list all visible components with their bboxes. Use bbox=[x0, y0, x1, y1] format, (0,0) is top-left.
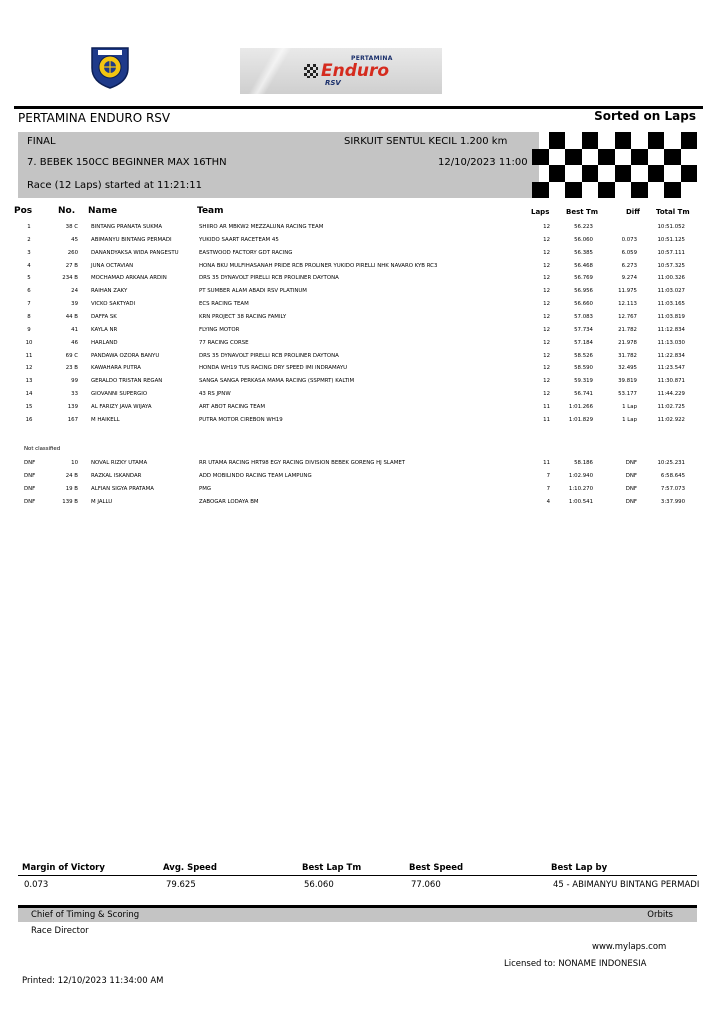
cell-laps: 11 bbox=[543, 460, 550, 466]
cell-total: 10:51.125 bbox=[657, 236, 685, 243]
cell-laps: 12 bbox=[543, 391, 550, 398]
checker-square bbox=[681, 165, 698, 182]
cell-total: 11:03.165 bbox=[657, 301, 685, 308]
cell-pos: DNF bbox=[24, 460, 36, 466]
cell-best: 58.590 bbox=[574, 365, 593, 372]
cell-name: AL FARIZY JAVA WIJAYA bbox=[91, 403, 152, 410]
cell-name: DAFFA SK bbox=[91, 313, 117, 320]
col-total: Total Tm bbox=[656, 208, 690, 216]
cell-team: ZABOGAR LODAYA BM bbox=[199, 498, 259, 505]
cell-diff: 9.274 bbox=[621, 275, 637, 282]
race-director-label: Race Director bbox=[31, 926, 89, 936]
best-lap-by-label: Best Lap by bbox=[551, 863, 608, 873]
cell-team: KRN PROJECT 38 RACING FAMILY bbox=[199, 313, 287, 320]
cell-diff: 32.495 bbox=[618, 365, 637, 372]
cell-total: 11:13.030 bbox=[657, 339, 685, 346]
cell-team: PT SUMBER ALAM ABADI RSV PLATINUM bbox=[199, 288, 307, 295]
cell-best: 56.660 bbox=[574, 301, 593, 308]
cell-pos: 6 bbox=[27, 288, 31, 295]
dnf-row bbox=[0, 471, 724, 482]
orbits-label: Orbits bbox=[647, 910, 673, 920]
cell-name: M HAIKELL bbox=[91, 416, 120, 423]
cell-no: 45 bbox=[71, 236, 78, 243]
class-name: 7. BEBEK 150CC BEGINNER MAX 16THN bbox=[27, 157, 227, 168]
race-info: Race (12 Laps) started at 11:21:11 bbox=[27, 180, 202, 191]
cell-no: 23 B bbox=[65, 365, 78, 372]
cell-diff: 53.177 bbox=[618, 391, 637, 398]
cell-no: 167 bbox=[67, 416, 78, 423]
cell-name: M JALLU bbox=[91, 498, 113, 505]
cell-best: 59.319 bbox=[574, 378, 593, 385]
cell-pos: 8 bbox=[27, 313, 31, 320]
best-speed-value: 77.060 bbox=[411, 880, 441, 890]
cell-name: BINTANG PRANATA SUKMA bbox=[91, 224, 163, 230]
cell-diff: 6.273 bbox=[621, 262, 637, 269]
result-row bbox=[0, 235, 724, 246]
cell-pos: 4 bbox=[27, 262, 31, 269]
checker-square bbox=[648, 165, 665, 182]
cell-team: HONDA WH19 TUS RACING DRY SPEED IMI INDRAMAYU bbox=[199, 365, 348, 372]
cell-best: 56.385 bbox=[574, 249, 593, 256]
cell-team: SHIIRO AR MBKW2 MEZZALUNA RACING TEAM bbox=[199, 224, 324, 230]
best-lap-by-value: 45 - ABIMANYU BINTANG PERMADI bbox=[553, 880, 700, 890]
cell-pos: DNF bbox=[24, 485, 36, 492]
cell-laps: 4 bbox=[546, 498, 550, 505]
checkered-flag-icon bbox=[304, 64, 318, 78]
cell-name: GIOVANNI SUPERGIO bbox=[91, 391, 148, 398]
cell-laps: 12 bbox=[543, 262, 550, 269]
imi-jakarta-shield-icon bbox=[88, 42, 132, 90]
cell-best: 57.083 bbox=[574, 313, 593, 320]
cell-best: 56.769 bbox=[574, 275, 593, 282]
result-row bbox=[0, 325, 724, 336]
cell-diff: 31.782 bbox=[618, 352, 637, 359]
cell-best: 57.184 bbox=[574, 339, 593, 346]
cell-laps: 12 bbox=[543, 301, 550, 308]
cell-laps: 12 bbox=[543, 236, 550, 243]
result-row bbox=[0, 415, 724, 426]
result-row bbox=[0, 273, 724, 284]
cell-pos: 2 bbox=[27, 236, 31, 243]
cell-total: 3:37.990 bbox=[660, 498, 685, 505]
cell-no: 234 B bbox=[62, 275, 78, 282]
cell-total: 11:03.819 bbox=[657, 313, 685, 320]
checker-square bbox=[631, 149, 648, 166]
cell-name: RAZKAL ISKANDAR bbox=[91, 472, 142, 479]
cell-pos: 7 bbox=[27, 301, 31, 308]
margin-value: 0.073 bbox=[24, 880, 49, 890]
cell-no: 19 B bbox=[65, 485, 78, 492]
checker-square bbox=[664, 182, 681, 199]
cell-team: HONA BKU MULFIHASANAH PRIDE RCB PROLINER YUKIDO PIRELLI NHK NAVARO KYB RC3 bbox=[199, 262, 438, 269]
col-name: Name bbox=[88, 206, 118, 216]
checker-square bbox=[664, 149, 681, 166]
cell-diff: 21.782 bbox=[618, 326, 637, 333]
license-text: Licensed to: NONAME INDONESIA bbox=[504, 959, 647, 969]
cell-total: 11:02.725 bbox=[657, 403, 685, 410]
cell-total: 11:30.871 bbox=[657, 378, 685, 385]
cell-pos: 3 bbox=[27, 249, 31, 256]
col-pos: Pos bbox=[14, 206, 33, 216]
cell-no: 99 bbox=[71, 378, 78, 385]
website-link[interactable]: www.mylaps.com bbox=[592, 942, 667, 952]
checker-square bbox=[549, 132, 566, 149]
cell-total: 10:57.325 bbox=[657, 262, 685, 269]
cell-laps: 7 bbox=[546, 472, 550, 479]
cell-pos: 5 bbox=[27, 275, 31, 282]
chief-timing-label: Chief of Timing & Scoring bbox=[31, 910, 140, 920]
cell-pos: 9 bbox=[27, 326, 31, 333]
cell-pos: 15 bbox=[25, 403, 33, 410]
cell-team: FLYING MOTOR bbox=[199, 326, 240, 333]
race-date: 12/10/2023 11:00 bbox=[438, 157, 528, 168]
cell-no: 41 bbox=[71, 326, 78, 333]
best-lap-value: 56.060 bbox=[304, 880, 334, 890]
cell-name: KAYLA NR bbox=[91, 326, 118, 333]
cell-best: 1:10.270 bbox=[568, 485, 593, 492]
checker-square bbox=[681, 132, 698, 149]
cell-best: 58.186 bbox=[574, 460, 593, 466]
cell-no: 139 bbox=[67, 403, 78, 410]
checker-square bbox=[598, 149, 615, 166]
cell-team: SANGA SANGA PERKASA MAMA RACING (SSPMRT) KALTIM bbox=[199, 378, 355, 385]
cell-no: 46 bbox=[71, 339, 78, 346]
checker-square bbox=[582, 132, 599, 149]
cell-pos: 14 bbox=[25, 391, 33, 398]
checker-square bbox=[532, 182, 549, 199]
dnf-row bbox=[0, 458, 724, 469]
cell-no: 24 bbox=[71, 288, 78, 295]
not-classified-label: Not classified bbox=[24, 446, 61, 452]
result-row bbox=[0, 261, 724, 272]
cell-total: 10:25.231 bbox=[657, 460, 685, 466]
cell-diff: 12.767 bbox=[618, 313, 637, 320]
logo-enduro-text: Enduro bbox=[321, 61, 390, 81]
cell-laps: 11 bbox=[543, 403, 550, 410]
cell-pos: 10 bbox=[25, 339, 33, 346]
result-row bbox=[0, 222, 724, 233]
checker-square bbox=[582, 165, 599, 182]
cell-best: 1:01.829 bbox=[568, 416, 593, 423]
result-row bbox=[0, 389, 724, 400]
cell-diff: DNF bbox=[625, 472, 637, 479]
checker-square bbox=[615, 132, 632, 149]
cell-total: 6:58.645 bbox=[660, 472, 685, 479]
cell-best: 56.223 bbox=[574, 224, 593, 230]
col-best: Best Tm bbox=[566, 208, 599, 216]
checker-square bbox=[565, 182, 582, 199]
logo-pertamina-text: PERTAMINA bbox=[351, 55, 393, 62]
col-team: Team bbox=[197, 206, 224, 216]
cell-no: 39 bbox=[71, 301, 78, 308]
cell-no: 260 bbox=[67, 249, 78, 256]
cell-no: 33 bbox=[71, 391, 78, 398]
cell-total: 11:03.027 bbox=[657, 288, 685, 295]
checker-square bbox=[549, 165, 566, 182]
cell-best: 56.060 bbox=[574, 236, 593, 243]
result-row bbox=[0, 351, 724, 362]
cell-team: EASTWOOD FACTORY GDT RACING bbox=[199, 249, 293, 256]
cell-team: ART ABOT RACING TEAM bbox=[199, 403, 266, 410]
cell-pos: 1 bbox=[27, 224, 31, 230]
cell-team: PMG bbox=[199, 485, 212, 492]
cell-diff: 1 Lap bbox=[622, 403, 637, 410]
cell-name: MOCHAMAD ARKANA ARDIN bbox=[91, 275, 167, 282]
cell-team: 77 RACING CORSE bbox=[199, 339, 249, 346]
result-row bbox=[0, 363, 724, 374]
cell-total: 11:12.834 bbox=[657, 326, 685, 333]
cell-name: DANANDYAKSA WIDA PANGESTU bbox=[91, 249, 179, 256]
checker-square bbox=[532, 149, 549, 166]
cell-diff: 12.113 bbox=[618, 301, 637, 308]
cell-laps: 12 bbox=[543, 326, 550, 333]
dnf-row bbox=[0, 497, 724, 508]
cell-laps: 12 bbox=[543, 249, 550, 256]
cell-team: YUKIDO SAART RACETEAM 45 bbox=[199, 236, 279, 243]
cell-diff: DNF bbox=[625, 498, 637, 505]
cell-best: 58.526 bbox=[574, 352, 593, 359]
cell-best: 57.734 bbox=[574, 326, 593, 333]
best-lap-label: Best Lap Tm bbox=[302, 863, 362, 873]
cell-no: 44 B bbox=[65, 313, 78, 320]
checker-square bbox=[565, 149, 582, 166]
cell-laps: 12 bbox=[543, 339, 550, 346]
cell-name: NOVAL RIZKY UTAMA bbox=[91, 460, 148, 466]
cell-best: 1:01.266 bbox=[568, 403, 593, 410]
cell-no: 24 B bbox=[65, 472, 78, 479]
cell-no: 38 C bbox=[65, 224, 78, 230]
col-laps: Laps bbox=[531, 208, 550, 216]
cell-best: 56.741 bbox=[574, 391, 593, 398]
cell-diff: 21.978 bbox=[618, 339, 637, 346]
cell-diff: 11.975 bbox=[618, 288, 637, 295]
cell-total: 11:00.326 bbox=[657, 275, 685, 282]
cell-total: 11:02.922 bbox=[657, 416, 685, 423]
col-diff: Diff bbox=[626, 208, 640, 216]
cell-pos: DNF bbox=[24, 472, 36, 479]
col-no: No. bbox=[58, 206, 76, 216]
cell-laps: 7 bbox=[546, 485, 550, 492]
cell-pos: 16 bbox=[25, 416, 33, 423]
checker-square bbox=[615, 165, 632, 182]
cell-team: ADD MOBILINDO RACING TEAM LAMPUNG bbox=[199, 472, 312, 479]
cell-laps: 12 bbox=[543, 275, 550, 282]
cell-diff: 39.819 bbox=[618, 378, 637, 385]
cell-team: DRS 35 DYNAVOLT PIRELLI RCB PROLINER DAYTONA bbox=[199, 275, 339, 282]
avg-speed-label: Avg. Speed bbox=[163, 863, 217, 873]
cell-name: ALFIAN SIGYA PRATAMA bbox=[91, 485, 154, 492]
cell-no: 69 C bbox=[65, 352, 78, 359]
cell-laps: 12 bbox=[543, 378, 550, 385]
cell-diff: 1 Lap bbox=[622, 416, 637, 423]
cell-pos: 11 bbox=[25, 352, 33, 359]
checker-square bbox=[631, 182, 648, 199]
checker-square bbox=[598, 182, 615, 199]
cell-name: HARLAND bbox=[91, 339, 118, 346]
printed-timestamp: Printed: 12/10/2023 11:34:00 AM bbox=[22, 976, 164, 986]
cell-diff: 0.073 bbox=[621, 236, 637, 243]
cell-no: 10 bbox=[71, 460, 78, 466]
cell-pos: DNF bbox=[24, 498, 36, 505]
checker-square bbox=[648, 132, 665, 149]
summary-rule bbox=[18, 875, 697, 876]
cell-diff: DNF bbox=[625, 460, 637, 466]
cell-laps: 12 bbox=[543, 288, 550, 295]
cell-pos: 13 bbox=[25, 378, 33, 385]
cell-team: RR UTAMA RACING HRT98 EGY RACING DIVISION BEBEK GORENG HJ SLAMET bbox=[199, 460, 406, 466]
session-header bbox=[18, 132, 697, 198]
cell-team: PUTRA MOTOR CIREBON WH19 bbox=[199, 416, 283, 423]
cell-total: 11:44.229 bbox=[657, 391, 685, 398]
avg-speed-value: 79.625 bbox=[166, 880, 196, 890]
cell-team: 43 RS JPNW bbox=[199, 391, 231, 398]
imi-jakarta-logo bbox=[88, 42, 132, 90]
result-row bbox=[0, 248, 724, 259]
timing-bar bbox=[18, 908, 697, 922]
cell-total: 11:23.547 bbox=[657, 365, 685, 372]
cell-name: GERALDO TRISTAN REGAN bbox=[91, 378, 163, 385]
pertamina-enduro-logo bbox=[240, 48, 442, 94]
cell-total: 7:57.073 bbox=[660, 485, 685, 492]
cell-name: JUNA OCTAVIAN bbox=[91, 262, 134, 269]
cell-laps: 12 bbox=[543, 365, 550, 372]
cell-diff: DNF bbox=[625, 485, 637, 492]
logo-swoosh bbox=[240, 48, 300, 94]
cell-total: 10:57.111 bbox=[657, 249, 685, 256]
cell-total: 11:22.834 bbox=[657, 352, 685, 359]
cell-name: VICKO SAKTYADI bbox=[91, 301, 136, 308]
cell-total: 10:51.052 bbox=[657, 224, 685, 230]
sort-label: Sorted on Laps bbox=[594, 109, 696, 123]
cell-team: DRS 35 DYNAVOLT PIRELLI RCB PROLINER DAYTONA bbox=[199, 352, 339, 359]
best-speed-label: Best Speed bbox=[409, 863, 464, 873]
cell-laps: 12 bbox=[543, 313, 550, 320]
cell-pos: 12 bbox=[25, 365, 33, 372]
cell-best: 56.468 bbox=[574, 262, 593, 269]
session-name: FINAL bbox=[27, 136, 56, 147]
event-title: PERTAMINA ENDURO RSV bbox=[18, 111, 171, 125]
result-row bbox=[0, 286, 724, 297]
logo-rsv-text: RSV bbox=[325, 79, 341, 87]
cell-name: ABIMANYU BINTANG PERMADI bbox=[91, 236, 172, 243]
cell-team: ECS RACING TEAM bbox=[199, 301, 249, 308]
cell-no: 27 B bbox=[65, 262, 78, 269]
cell-name: RAIHAN ZAKY bbox=[91, 288, 128, 295]
dnf-row bbox=[0, 484, 724, 495]
cell-best: 1:00.541 bbox=[568, 498, 593, 505]
cell-name: PANDAWA OZORA BANYU bbox=[91, 352, 160, 359]
cell-name: KAWAHARA PUTRA bbox=[91, 365, 141, 372]
cell-laps: 11 bbox=[543, 416, 550, 423]
cell-no: 139 B bbox=[62, 498, 78, 505]
cell-laps: 12 bbox=[543, 352, 550, 359]
cell-diff: 6.059 bbox=[621, 249, 637, 256]
result-row bbox=[0, 312, 724, 323]
margin-label: Margin of Victory bbox=[22, 863, 105, 873]
circuit-name: SIRKUIT SENTUL KECIL 1.200 km bbox=[344, 136, 508, 147]
result-row bbox=[0, 299, 724, 310]
cell-best: 56.956 bbox=[574, 288, 593, 295]
result-row bbox=[0, 376, 724, 387]
result-row bbox=[0, 402, 724, 413]
checkered-flag-pattern bbox=[539, 132, 697, 198]
result-row bbox=[0, 338, 724, 349]
cell-laps: 12 bbox=[543, 224, 550, 230]
cell-best: 1:02.940 bbox=[568, 472, 593, 479]
